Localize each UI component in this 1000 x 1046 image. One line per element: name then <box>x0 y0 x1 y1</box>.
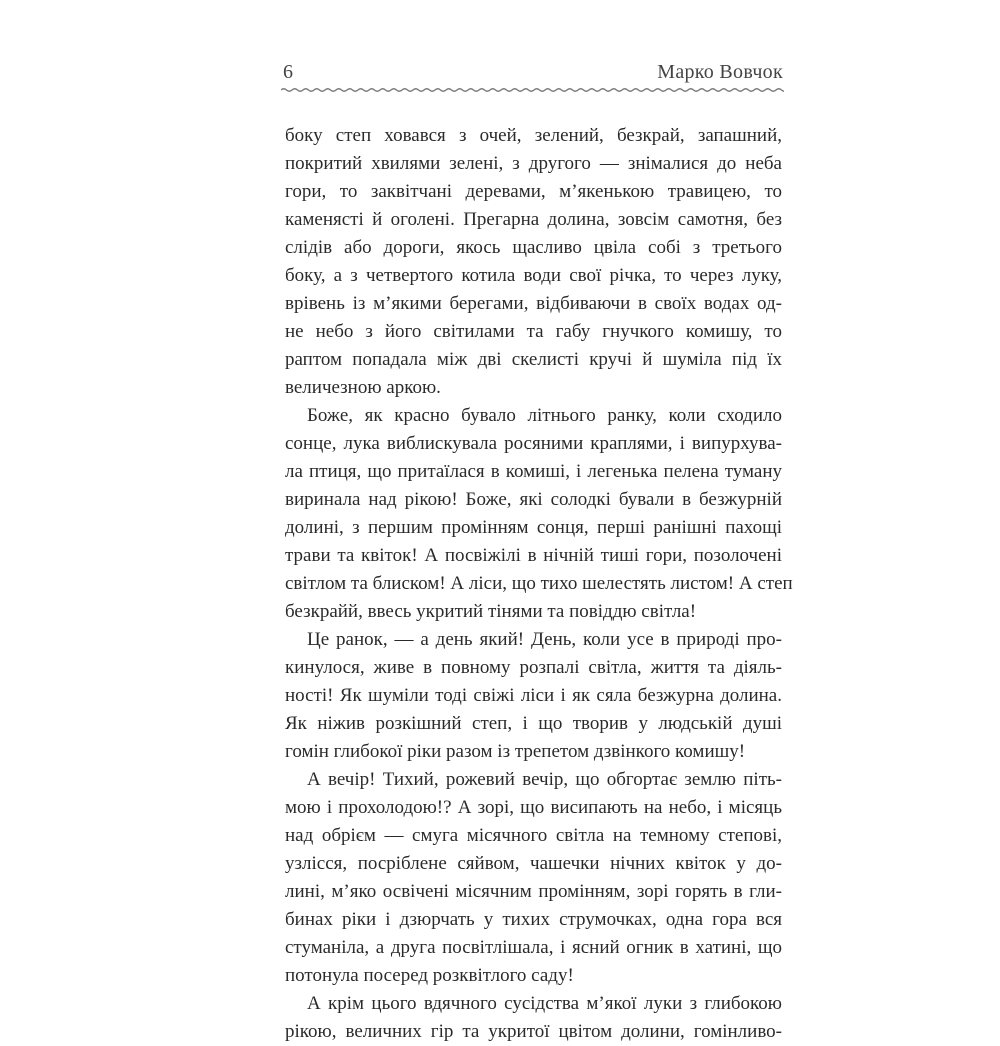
text-line: Боже, як красно бувало літнього ранку, коли сходило <box>307 405 782 426</box>
text-line: А крім цього вдячного сусідства м’якої луки з глибокою <box>307 993 782 1014</box>
text-line: не небо з його світилами та габу гнучкого комишу, то <box>285 321 782 342</box>
text-line: виринала над рікою! Боже, які солодкі бували в безжурній <box>285 489 782 510</box>
text-line: А вечір! Тихий, рожевий вечір, що обгортає землю піть- <box>307 769 782 790</box>
text-line: каменясті й оголені. Прегарна долина, зовсім самотня, без <box>285 209 782 230</box>
text-line: сонце, лука виблискувала росяними краплями, і випурхува- <box>285 433 782 454</box>
text-line: кинулося, живе в повному розпалі світла, життя та діяль- <box>285 657 782 678</box>
text-line: гори, то заквітчані деревами, м’якенькою травицею, то <box>285 181 782 202</box>
text-line: Як ніжив розкішний степ, і що творив у людській душі <box>285 713 782 734</box>
text-line: врівень із м’якими берегами, відбиваючи в своїх водах од- <box>285 293 782 314</box>
text-line: рікою, величних гір та укритої цвітом долини, гомінливо- <box>285 1021 782 1042</box>
text-line: величезною аркою. <box>285 377 441 398</box>
body-text <box>285 122 793 1046</box>
text-line: мою і прохолодою!? А зорі, що висипають на небо, і місяць <box>285 797 782 818</box>
text-line: боку, а з четвертого котила води свої річка, то через луку, <box>285 265 782 286</box>
page-number: 6 <box>283 61 293 83</box>
text-line: безкрайй, ввесь укритий тінями та повіддю світла! <box>285 601 697 622</box>
text-line: узлісся, посріблене сяйвом, чашечки нічних квіток у до- <box>285 853 782 874</box>
text-line: ності! Як шуміли тоді свіжі ліси і як сяла безжурна долина. <box>285 685 782 706</box>
text-line: трави та квіток! А посвіжілі в нічній тиші гори, позолочені <box>285 545 782 566</box>
text-line: Це ранок, — а день який! День, коли усе в природі про- <box>307 629 782 650</box>
page-header <box>283 58 783 88</box>
text-line: долині, з першим промінням сонця, перші ранішні пахощі <box>285 517 782 538</box>
text-line: раптом попадала між дві скелисті кручі й шуміла під їх <box>285 349 782 370</box>
text-line: гомін глибокої ріки разом із трепетом дзвінкого комишу! <box>285 741 746 762</box>
text-line: стуманіла, а друга посвітлішала, і ясний огник в хатині, що <box>285 937 782 958</box>
text-line: потонула посеред розквітлого саду! <box>285 965 574 986</box>
text-line: світлом та блиском! А ліси, що тихо шелестять листом! А степ <box>285 573 793 594</box>
wavy-divider <box>281 85 784 97</box>
text-line: боку степ ховався з очей, зелений, безкрай, запашний, <box>285 125 782 146</box>
text-line: ла птиця, що притаїлася в комиші, і легенька пелена туману <box>285 461 782 482</box>
text-line: лині, м’яко освічені місячним промінням, зорі горять в гли- <box>285 881 782 902</box>
running-title: Марко Вовчок <box>657 61 783 83</box>
text-line: бинах ріки і дзюрчать у тихих струмочках, одна гора вся <box>285 909 782 930</box>
text-line: покритий хвилями зелені, з другого — знімалися до неба <box>285 153 782 174</box>
text-line: над обрієм — смуга місячного світла на темному степові, <box>285 825 782 846</box>
text-line: слідів або дороги, якось щасливо цвіла собі з третього <box>285 237 782 258</box>
